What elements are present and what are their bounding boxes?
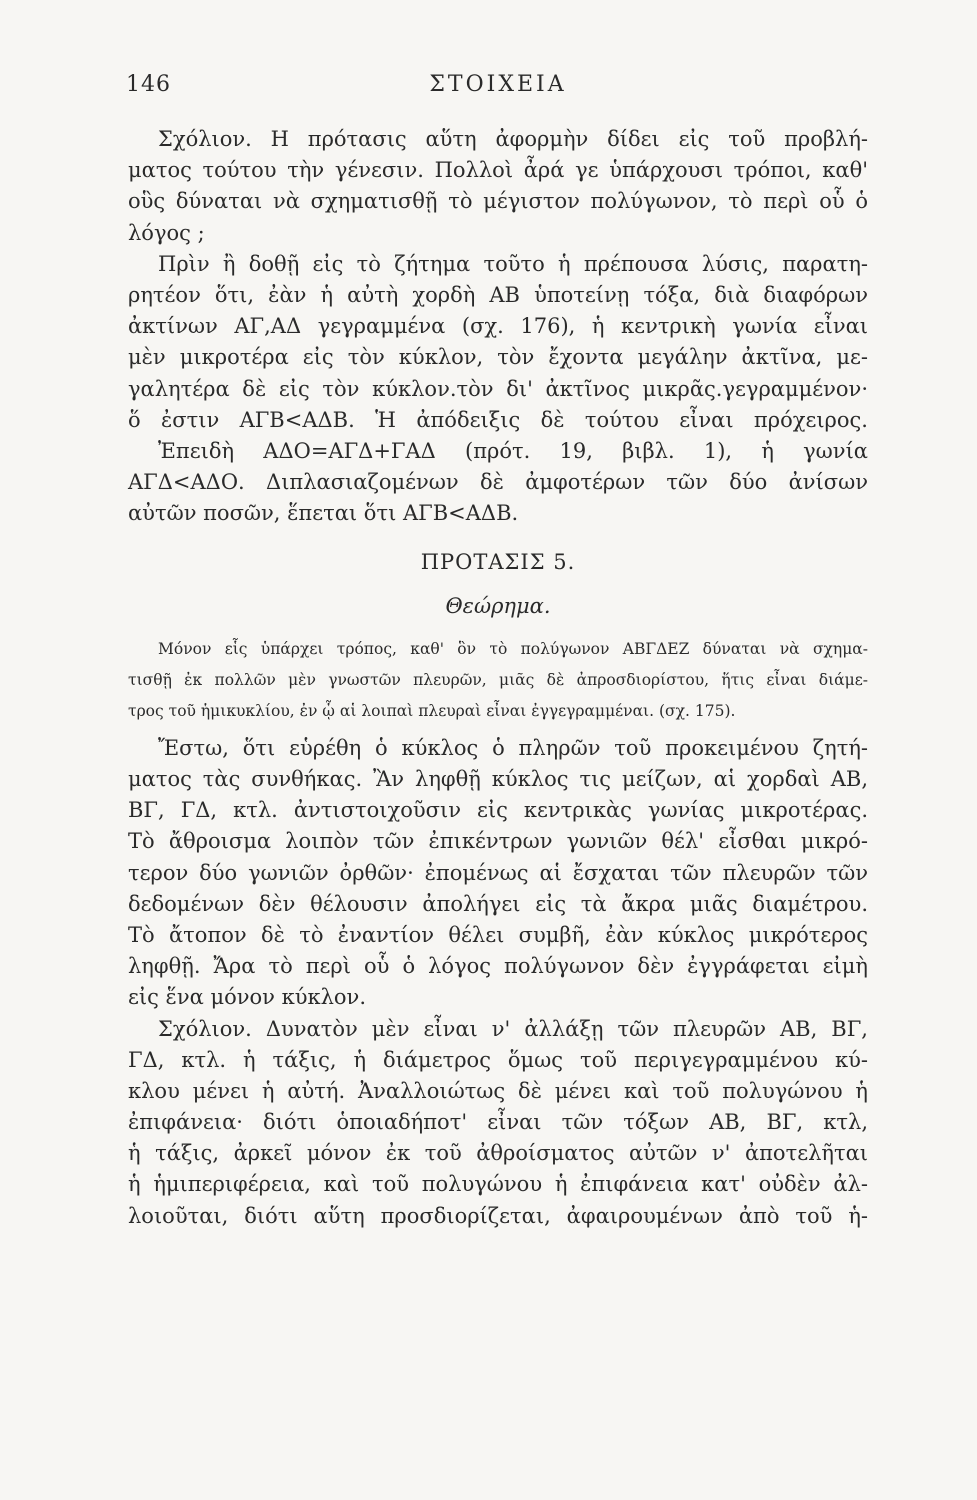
text-line: ρητέον ὅτι, ἐὰν ἡ αὐτὴ χορδὴ ΑΒ ὑποτείνῃ τόξα, διὰ διαφόρων bbox=[128, 282, 868, 307]
text-line: Ἔστω, ὅτι εὑρέθη ὁ κύκλος ὁ πληρῶν τοῦ προκειμένου ζητή- bbox=[158, 735, 868, 760]
text-line: Σχόλιον. Η πρότασις αὕτη ἀφορμὴν δίδει εἰς τοῦ προβλή- bbox=[158, 127, 868, 151]
text-line: ΒΓ, ΓΔ, κτλ. ἀντιστοιχοῦσιν εἰς κεντρικὰς γωνίας μικροτέρας. bbox=[128, 798, 868, 823]
text-line: λόγος ; bbox=[128, 220, 205, 245]
text-line: Τὸ ἄτοπον δὲ τὸ ἐναντίον θέλει συμβῆ, ἐὰν κύκλος μικρότερος bbox=[128, 922, 868, 947]
text-line: ματος τὰς συνθήκας. Ἂν ληφθῇ κύκλος τις μείζων, αἱ χορδαὶ ΑΒ, bbox=[128, 767, 868, 791]
text-line: ΓΔ, κτλ. ἡ τάξις, ἡ διάμετρος ὅμως τοῦ περιγεγραμμένου κύ- bbox=[128, 1047, 868, 1072]
theorem-heading: Θεώρημα. bbox=[445, 593, 551, 618]
scholium-paragraph-1 bbox=[128, 124, 868, 529]
text-line: εἰς ἕνα μόνον κύκλον. bbox=[128, 985, 366, 1010]
text-line: ἡ τάξις, ἀρκεῖ μόνον ἐκ τοῦ ἀθροίσματος αὐτῶν ν' ἀποτελῆται bbox=[128, 1141, 868, 1166]
text-line: Πρὶν ἢ δοθῇ εἰς τὸ ζήτημα τοῦτο ἡ πρέπουσα λύσις, παρατη- bbox=[158, 251, 868, 276]
text-line: αὐτῶν ποσῶν, ἕπεται ὅτι ΑΓΒ<ΑΔΒ. bbox=[128, 501, 519, 526]
page bbox=[128, 72, 868, 1232]
text-line: μὲν μικροτέρα εἰς τὸν κύκλον, τὸν ἔχοντα μεγάλην ἀκτῖνα, με- bbox=[128, 345, 868, 370]
text-line: οὓς δύναται νὰ σχηματισθῇ τὸ μέγιστον πολύγωνον, τὸ περὶ οὗ ὁ bbox=[128, 189, 868, 214]
text-line: γαλητέρα δὲ εἰς τὸν κύκλον.τὸν δι' ἀκτῖνος μικρᾶς.γεγραμμένον· bbox=[128, 376, 868, 401]
text-line: ἐπιφάνεια· διότι ὁποιαδήποτ' εἶναι τῶν τόξων ΑΒ, ΒΓ, κτλ, bbox=[128, 1110, 868, 1135]
statement-line: τισθῇ ἐκ πολλῶν μὲν γνωστῶν πλευρῶν, μιᾶς δὲ ἀπροσδιορίστου, ἥτις εἶναι διάμε- bbox=[128, 670, 868, 689]
proposition-heading: ΠΡΟΤΑΣΙΣ 5. bbox=[420, 550, 576, 575]
text-line: κλου μένει ἡ αὐτή. Ἀναλλοιώτως δὲ μένει καὶ τοῦ πολυγώνου ἡ bbox=[128, 1078, 868, 1103]
text-line: Ἐπειδὴ ΑΔΟ=ΑΓΔ+ΓΑΔ (πρότ. 19, βιβλ. 1), ἡ γωνία bbox=[158, 438, 868, 463]
running-head: ΣΤΟΙΧΕΙΑ bbox=[429, 72, 567, 97]
theorem-statement bbox=[128, 634, 868, 727]
text-line: Σχόλιον. Δυνατὸν μὲν εἶναι ν' ἀλλάξῃ τῶν πλευρῶν ΑΒ, ΒΓ, bbox=[158, 1016, 868, 1041]
proof-paragraph bbox=[128, 733, 868, 1014]
text-line: ληφθῇ. Ἄρα τὸ περὶ οὗ ὁ λόγος πολύγωνον δὲν ἐγγράφεται εἰμὴ bbox=[128, 954, 868, 979]
text-line: ΑΓΔ<ΑΔΟ. Διπλασιαζομένων δὲ ἀμφοτέρων τῶν δύο ἀνίσων bbox=[128, 470, 868, 495]
text-line: ματος τούτου τὴν γένεσιν. Πολλοὶ ἆρά γε ὑπάρχουσι τρόποι, καθ' bbox=[128, 158, 868, 183]
text-line: ἀκτίνων ΑΓ,ΑΔ γεγραμμένα (σχ. 176), ἡ κεντρικὴ γωνία εἶναι bbox=[128, 314, 868, 339]
text-line: τερον δύο γωνιῶν ὀρθῶν· ἐπομένως αἱ ἔσχαται τῶν πλευρῶν τῶν bbox=[128, 860, 868, 885]
page-number: 146 bbox=[126, 72, 171, 97]
scholium-paragraph-2 bbox=[128, 1014, 868, 1232]
statement-line: Μόνον εἷς ὑπάρχει τρόπος, καθ' ὃν τὸ πολύγωνον ΑΒΓΔΕΖ δύναται νὰ σχημα- bbox=[158, 639, 868, 658]
text-line: λοιοῦται, διότι αὕτη προσδιορίζεται, ἀφαιρουμένων ἀπὸ τοῦ ἡ- bbox=[128, 1203, 868, 1228]
text-line: ἡ ἡμιπεριφέρεια, καὶ τοῦ πολυγώνου ἡ ἐπιφάνεια κατ' οὐδὲν ἀλ- bbox=[128, 1172, 868, 1197]
text-line: Τὸ ἄθροισμα λοιπὸν τῶν ἐπικέντρων γωνιῶν θέλ' εἶσθαι μικρό- bbox=[128, 829, 868, 854]
text-line: δεδομένων δὲν θέλουσιν ἀπολήγει εἰς τὰ ἄκρα μιᾶς διαμέτρου. bbox=[128, 891, 868, 916]
statement-line: τρος τοῦ ἡμικυκλίου, ἐν ᾧ αἱ λοιπαὶ πλευραὶ εἶναι ἐγγεγραμμέναι. (σχ. 175). bbox=[128, 701, 736, 720]
text-line: ὅ ἐστιν ΑΓΒ<ΑΔΒ. Ἡ ἀπόδειξις δὲ τούτου εἶναι πρόχειρος. bbox=[128, 407, 868, 432]
page-header bbox=[128, 72, 868, 112]
